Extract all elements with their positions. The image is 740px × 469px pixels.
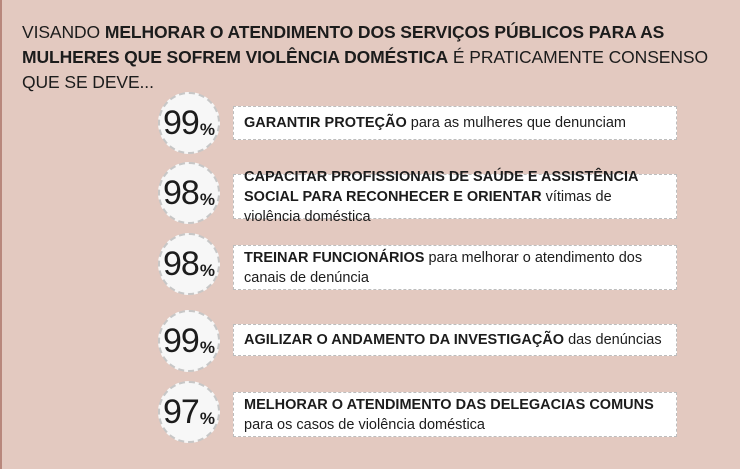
percent-sign: %	[199, 338, 215, 357]
percent-sign: %	[199, 190, 215, 209]
percentage-value: 98	[163, 174, 199, 212]
percentage-badge	[158, 310, 220, 372]
statement-rest: para os casos de violência doméstica	[244, 416, 485, 433]
percentage-value: 98	[163, 245, 199, 283]
percentage-badge	[158, 162, 220, 224]
percent-sign: %	[199, 120, 215, 139]
percentage-badge	[158, 233, 220, 295]
statement-rest: vítimas de violência doméstica	[244, 188, 612, 225]
percentage-value: 99	[163, 104, 199, 142]
statement-rest: das denúncias	[564, 332, 662, 348]
percentage-badge	[158, 92, 220, 154]
percent-sign: %	[199, 261, 215, 280]
headline-bold: MELHORAR O ATENDIMENTO DOS SERVIÇOS PÚBLICOS PARA AS MULHERES QUE SOFREM VIOLÊNCIA DOMÉSTICA	[22, 22, 665, 67]
headline-prefix: VISANDO	[22, 22, 105, 42]
statement-card	[233, 168, 677, 225]
percentage-value: 97	[163, 393, 199, 431]
statement-bold: GARANTIR PROTEÇÃO	[244, 115, 407, 131]
statement-rest: para as mulheres que denunciam	[406, 115, 626, 131]
statement-bold: AGILIZAR O ANDAMENTO DA INVESTIGAÇÃO	[244, 332, 565, 348]
percent-sign: %	[199, 409, 215, 428]
statement-card	[233, 245, 677, 290]
headline-suffix: É PRATICAMENTE CONSENSO QUE SE DEVE...	[22, 47, 708, 92]
statement-bold: TREINAR FUNCIONÁRIOS	[244, 249, 425, 266]
percentage-value: 99	[163, 322, 199, 360]
statement-rest: para melhorar o atendimento dos canais de denúncia	[244, 249, 643, 286]
statement-card	[233, 392, 677, 437]
statement-card	[233, 106, 677, 140]
statement-bold: CAPACITAR PROFISSIONAIS DE SAÚDE E ASSISTÊNCIA SOCIAL PARA RECONHECER E ORIENTAR	[244, 168, 638, 205]
statement-bold: MELHORAR O ATENDIMENTO DAS DELEGACIAS COMUNS	[244, 396, 654, 413]
statement-card	[233, 324, 677, 356]
percentage-badge	[158, 381, 220, 443]
